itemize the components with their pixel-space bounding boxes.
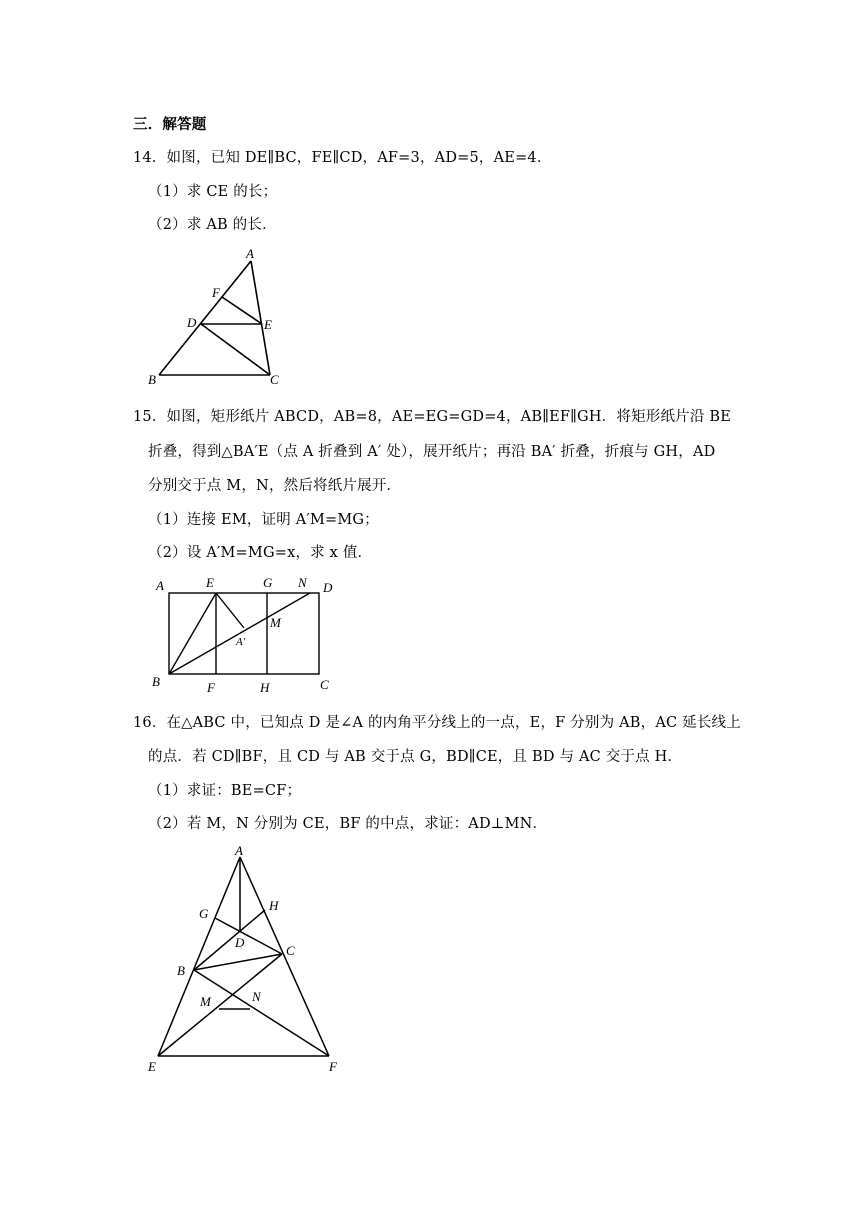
q16-label-d: D [235, 935, 245, 950]
q15-label-a-prime: A′ [236, 636, 246, 648]
q14-label-d: D [187, 315, 197, 330]
q15-stem-line1: 15．如图，矩形纸片 ABCD，AB=8，AE=EG=GD=4，AB∥EF∥GH．将矩形纸片沿 BE [133, 409, 732, 425]
q14-part1: （1）求 CE 的长； [148, 184, 278, 200]
q16-label-a: A [235, 843, 243, 858]
q15-label-d: D [323, 580, 333, 595]
q16-label-m: M [200, 994, 211, 1009]
q15-part1: （1）连接 EM，证明 A′M=MG； [148, 512, 379, 528]
q16-stem-line2: 的点．若 CD∥BF，且 CD 与 AB 交于点 G，BD∥CE，且 BD 与 AC 交于点 H． [148, 749, 683, 765]
q15-label-f: F [207, 680, 215, 695]
q15-label-n: N [298, 575, 307, 590]
q14-label-f: F [212, 285, 220, 300]
q15-label-e: E [206, 575, 214, 590]
q15-label-m: M [270, 615, 281, 630]
q15-label-c: C [320, 677, 329, 692]
q14-part2: （2）求 AB 的长． [148, 217, 277, 233]
q14-label-a: A [246, 246, 254, 261]
q16-label-c: C [286, 943, 295, 958]
q16-label-n: N [252, 989, 261, 1004]
q16-label-g: G [199, 906, 209, 921]
q15-stem-line2: 折叠，得到△BA′E（点 A 折叠到 A′ 处），展开纸片；再沿 BA′ 折叠，折痕与 GH，AD [148, 444, 716, 460]
q15-label-g: G [263, 575, 273, 590]
q16-label-e: E [148, 1059, 156, 1074]
section-title: 三．解答题 [133, 116, 207, 133]
q16-label-f: F [329, 1059, 337, 1074]
q14-stem: 14．如图，已知 DE∥BC，FE∥CD，AF=3，AD=5，AE=4． [133, 150, 552, 166]
q15-label-a: A [156, 578, 164, 593]
q16-part2: （2）若 M，N 分别为 CE，BF 的中点，求证：AD⊥MN． [148, 816, 548, 832]
q16-part1: （1）求证：BE=CF； [148, 783, 302, 799]
q15-stem-line3: 分别交于点 M，N，然后将纸片展开． [148, 478, 402, 494]
q16-label-h: H [269, 898, 279, 913]
q15-label-h: H [260, 680, 270, 695]
q14-label-e: E [264, 317, 272, 332]
q16-label-b: B [177, 963, 185, 978]
q15-label-b: B [152, 674, 160, 689]
q14-label-b: B [148, 372, 156, 387]
q16-stem-line1: 16．在△ABC 中，已知点 D 是∠A 的内角平分线上的一点，E，F 分别为 AB，AC 延长线上 [133, 715, 741, 731]
q15-part2: （2）设 A′M=MG=x，求 x 值． [148, 545, 373, 561]
q14-label-c: C [270, 372, 279, 387]
